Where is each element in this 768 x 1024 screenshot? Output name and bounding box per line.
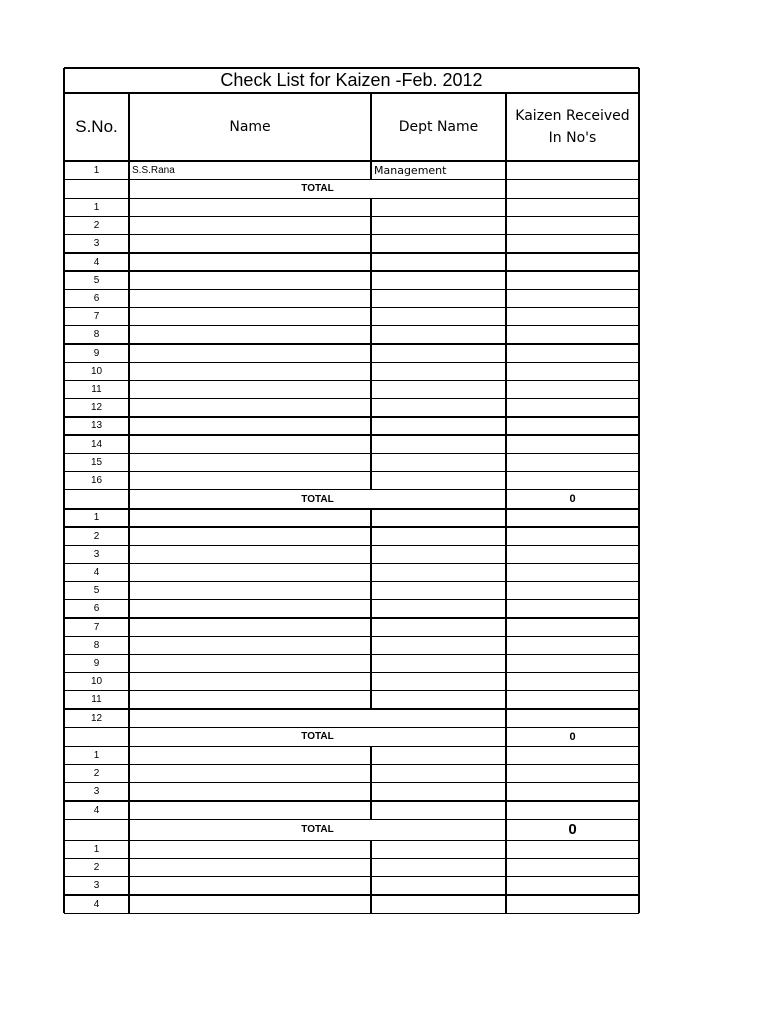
grid-line [638,636,639,654]
row-sno: 10 [90,365,103,377]
grid-line [370,308,371,326]
grid-line [638,271,639,289]
grid-line [370,545,371,563]
grid-line [505,709,506,727]
grid-line [63,417,64,435]
grid-line [63,399,64,417]
grid-line [128,435,129,453]
grid-line [370,840,371,858]
row-sno: 2 [93,862,100,874]
grid-line [505,161,506,179]
grid-line [63,636,64,654]
grid-line [128,545,129,563]
header-kaizen-line1: Kaizen Received [515,108,630,124]
grid-line [505,179,506,198]
grid-line [63,582,64,600]
total-label: TOTAL [301,183,334,195]
grid-line [638,727,639,746]
grid-line [64,894,639,895]
row-sno: 9 [93,657,100,669]
grid-line [370,618,371,636]
grid-line [63,308,64,326]
grid-line [64,746,639,748]
row-sno: 10 [90,676,103,688]
header-dept: Dept Name [398,119,479,135]
grid-line [370,895,371,913]
grid-line [128,600,129,618]
grid-line [505,271,506,289]
row-sno: 12 [90,402,103,414]
grid-line [370,783,371,801]
grid-line [63,453,64,471]
grid-line [638,765,639,783]
grid-line [638,691,639,709]
grid-line [505,765,506,783]
row-sno: 5 [93,274,100,286]
grid-line [638,399,639,417]
grid-line [370,198,371,216]
grid-line [128,709,129,727]
grid-line [64,508,639,510]
grid-line [505,727,506,746]
row-sno: 1 [93,201,100,213]
grid-line [63,545,64,563]
grid-line [64,270,639,272]
grid-line [64,398,639,399]
grid-line [128,859,129,877]
grid-line [64,434,639,435]
grid-line [128,217,129,235]
grid-line [64,545,639,546]
grid-line [63,527,64,545]
grid-line [370,765,371,783]
grid-line [63,344,64,362]
grid-line [63,727,64,746]
grid-line [128,344,129,362]
grid-line [505,582,506,600]
grid-line [638,362,639,380]
grid-line [64,913,639,914]
grid-line [638,563,639,581]
grid-line [505,877,506,895]
grid-line [370,435,371,453]
grid-line [128,895,129,913]
row-sno: 1 [93,164,100,176]
row-sno: 3 [93,786,100,798]
grid-line [505,417,506,435]
grid-line [505,289,506,307]
grid-line [64,672,639,673]
row-sno: 2 [93,768,100,780]
grid-line [638,746,639,764]
grid-line [505,344,506,362]
grid-line [128,582,129,600]
grid-line [64,764,639,765]
grid-line [370,289,371,307]
grid-line [128,618,129,636]
grid-line [63,471,64,489]
grid-line [128,765,129,783]
grid-line [370,527,371,545]
grid-line [370,93,372,161]
grid-line [128,308,129,326]
grid-line [505,509,506,527]
grid-line [370,253,371,271]
row-sno: 9 [93,347,100,359]
row-sno: 4 [93,898,100,910]
grid-line [505,895,506,913]
total-value: 0 [568,821,577,839]
row-sno: 4 [93,256,100,268]
grid-line [370,235,371,253]
row-sno: 7 [93,621,100,633]
total-value: 0 [569,493,576,506]
grid-line [63,600,64,618]
grid-line [63,435,64,453]
grid-line [63,198,64,216]
header-name: Name [229,119,271,135]
grid-line [505,783,506,801]
grid-line [370,673,371,691]
grid-line [64,800,639,801]
grid-line [64,307,639,308]
row-sno: 11 [91,694,102,706]
grid-line [505,308,506,326]
grid-line [64,471,639,472]
row-sno: 7 [93,311,100,323]
grid-line [63,563,64,581]
grid-line [63,859,64,877]
grid-line [64,252,639,253]
grid-line [638,509,639,527]
row-sno: 1 [93,749,100,761]
row-dept: Management [374,163,447,177]
grid-line [638,179,639,198]
grid-line [370,471,371,489]
grid-line [128,326,129,344]
grid-line [128,654,129,672]
grid-line [64,708,639,709]
row-sno: 13 [90,420,103,432]
grid-line [128,509,129,527]
row-sno: 14 [90,438,103,450]
grid-line [505,217,506,235]
total-value: 0 [569,730,576,743]
grid-line [63,746,64,764]
grid-line [64,563,639,564]
grid-line [505,380,506,398]
grid-line [638,801,639,819]
grid-line [64,654,639,656]
grid-line [638,600,639,618]
grid-line [505,654,506,672]
grid-line [128,746,129,764]
grid-line [370,417,371,435]
grid-line [505,490,506,509]
row-name: S.S.Rana [132,164,175,176]
grid-line [128,490,129,509]
grid-line [128,691,129,709]
grid-line [370,326,371,344]
grid-line [128,453,129,471]
grid-line [64,581,639,582]
grid-line [638,783,639,801]
grid-line [64,690,639,691]
grid-line [64,453,639,454]
row-sno: 6 [93,292,100,304]
grid-line [63,765,64,783]
total-value [506,179,639,198]
grid-line [63,179,64,198]
grid-line [505,362,506,380]
grid-line [63,235,64,253]
grid-line [128,471,129,489]
row-sno: 1 [93,843,100,855]
grid-line [638,453,639,471]
grid-line [63,271,64,289]
grid-line [638,545,639,563]
grid-line [64,782,639,783]
grid-line [505,673,506,691]
grid-line [63,490,64,509]
grid-line [505,819,506,840]
row-sno: 8 [93,329,100,341]
grid-line [63,895,64,913]
grid-line [128,289,129,307]
grid-line [370,801,371,819]
grid-line [505,198,506,216]
row-sno: 11 [91,383,102,395]
grid-line [370,600,371,618]
grid-line [128,198,129,216]
grid-line [638,435,639,453]
grid-line [64,636,639,637]
grid-line [370,271,371,289]
grid-line [128,399,129,417]
grid-line [638,380,639,398]
grid-line [64,599,639,600]
grid-line [128,819,129,840]
grid-line [128,563,129,581]
grid-line [505,746,506,764]
grid-line [638,161,639,179]
grid-line [505,435,506,453]
grid-line [64,216,639,217]
grid-line [128,877,129,895]
grid-line [638,673,639,691]
grid-line [64,234,639,235]
grid-line [638,819,639,840]
grid-line [128,253,129,271]
grid-line [505,563,506,581]
grid-line [505,253,506,271]
grid-line [638,490,639,509]
row-sno: 8 [93,639,100,651]
grid-line [63,289,64,307]
grid-line [128,380,129,398]
grid-line [128,161,129,179]
grid-line [64,198,639,200]
grid-line [370,362,371,380]
grid-line [128,179,129,198]
grid-line [64,526,639,527]
grid-line [638,654,639,672]
grid-line [63,783,64,801]
grid-line [63,877,64,895]
grid-line [63,380,64,398]
row-sno: 3 [93,238,100,250]
grid-line [64,362,639,363]
row-sno: 4 [93,804,100,816]
grid-line [370,399,371,417]
grid-line [370,344,371,362]
row-sno: 12 [90,712,103,724]
header-kaizen-received [506,93,639,161]
grid-line [64,325,639,326]
grid-line [63,217,64,235]
grid-line [370,582,371,600]
grid-line [63,709,64,727]
grid-line [505,527,506,545]
grid-line [63,819,64,840]
grid-line [638,253,639,271]
grid-line [638,877,639,895]
grid-line [63,840,64,858]
grid-line [63,691,64,709]
grid-line [638,859,639,877]
grid-line [63,161,64,179]
grid-line [370,654,371,672]
grid-line [505,399,506,417]
grid-line [505,859,506,877]
grid-line [128,417,129,435]
grid-line [128,783,129,801]
grid-line [638,527,639,545]
header-sno: S.No. [75,117,118,136]
grid-line [63,362,64,380]
grid-line [638,618,639,636]
grid-line [128,673,129,691]
grid-line [64,416,639,418]
grid-line [505,471,506,489]
grid-line [505,636,506,654]
grid-line [128,840,129,858]
grid-line [370,380,371,398]
row-sno: 1 [93,512,100,524]
grid-line [638,895,639,913]
grid-line [64,343,639,345]
row-sno: 5 [93,585,100,597]
grid-line [64,840,639,842]
row-sno: 3 [93,880,100,892]
grid-line [128,271,129,289]
page-title: Check List for Kaizen -Feb. 2012 [220,70,483,90]
grid-line [370,217,371,235]
grid-line [63,509,64,527]
grid-line [63,326,64,344]
grid-line [128,527,129,545]
header-kaizen-line2: In No's [548,130,597,146]
grid-line [64,380,639,381]
grid-line [638,344,639,362]
row-sno: 4 [93,566,100,578]
grid-line [370,453,371,471]
row-sno: 15 [90,456,103,468]
row-sno: 2 [93,530,100,542]
grid-line [64,876,639,877]
grid-line [63,93,65,161]
grid-line [370,563,371,581]
grid-line [370,859,371,877]
grid-line [128,727,129,746]
row-sno: 2 [93,220,100,232]
grid-line [505,545,506,563]
total-label: TOTAL [301,493,334,505]
grid-line [370,746,371,764]
grid-line [638,582,639,600]
grid-line [638,471,639,489]
grid-line [638,326,639,344]
grid-line [370,509,371,527]
grid-line [64,858,639,859]
grid-line [128,235,129,253]
grid-line [505,326,506,344]
grid-line [638,198,639,216]
grid-line [128,636,129,654]
grid-line [64,289,639,290]
grid-line [638,235,639,253]
grid-line [63,654,64,672]
row-sno: 3 [93,548,100,560]
grid-line [638,217,639,235]
grid-line [638,68,640,161]
grid-line [638,417,639,435]
grid-line [128,362,129,380]
grid-line [505,600,506,618]
grid-line [128,93,130,161]
grid-line [63,68,65,93]
grid-line [370,161,371,179]
grid-line [128,801,129,819]
grid-line [63,673,64,691]
row-sno: 6 [93,603,100,615]
grid-line [505,618,506,636]
grid-line [370,636,371,654]
grid-line [505,93,507,161]
grid-line [370,691,371,709]
total-label: TOTAL [301,731,334,743]
grid-line [505,453,506,471]
grid-line [505,801,506,819]
grid-line [505,691,506,709]
grid-line [505,840,506,858]
grid-line [64,617,639,618]
grid-line [638,709,639,727]
grid-line [63,618,64,636]
grid-line [370,877,371,895]
grid-line [63,253,64,271]
grid-line [638,308,639,326]
total-label: TOTAL [301,824,334,836]
grid-line [505,235,506,253]
grid-line [638,289,639,307]
grid-line [638,840,639,858]
grid-line [63,801,64,819]
row-sno: 16 [90,474,103,486]
